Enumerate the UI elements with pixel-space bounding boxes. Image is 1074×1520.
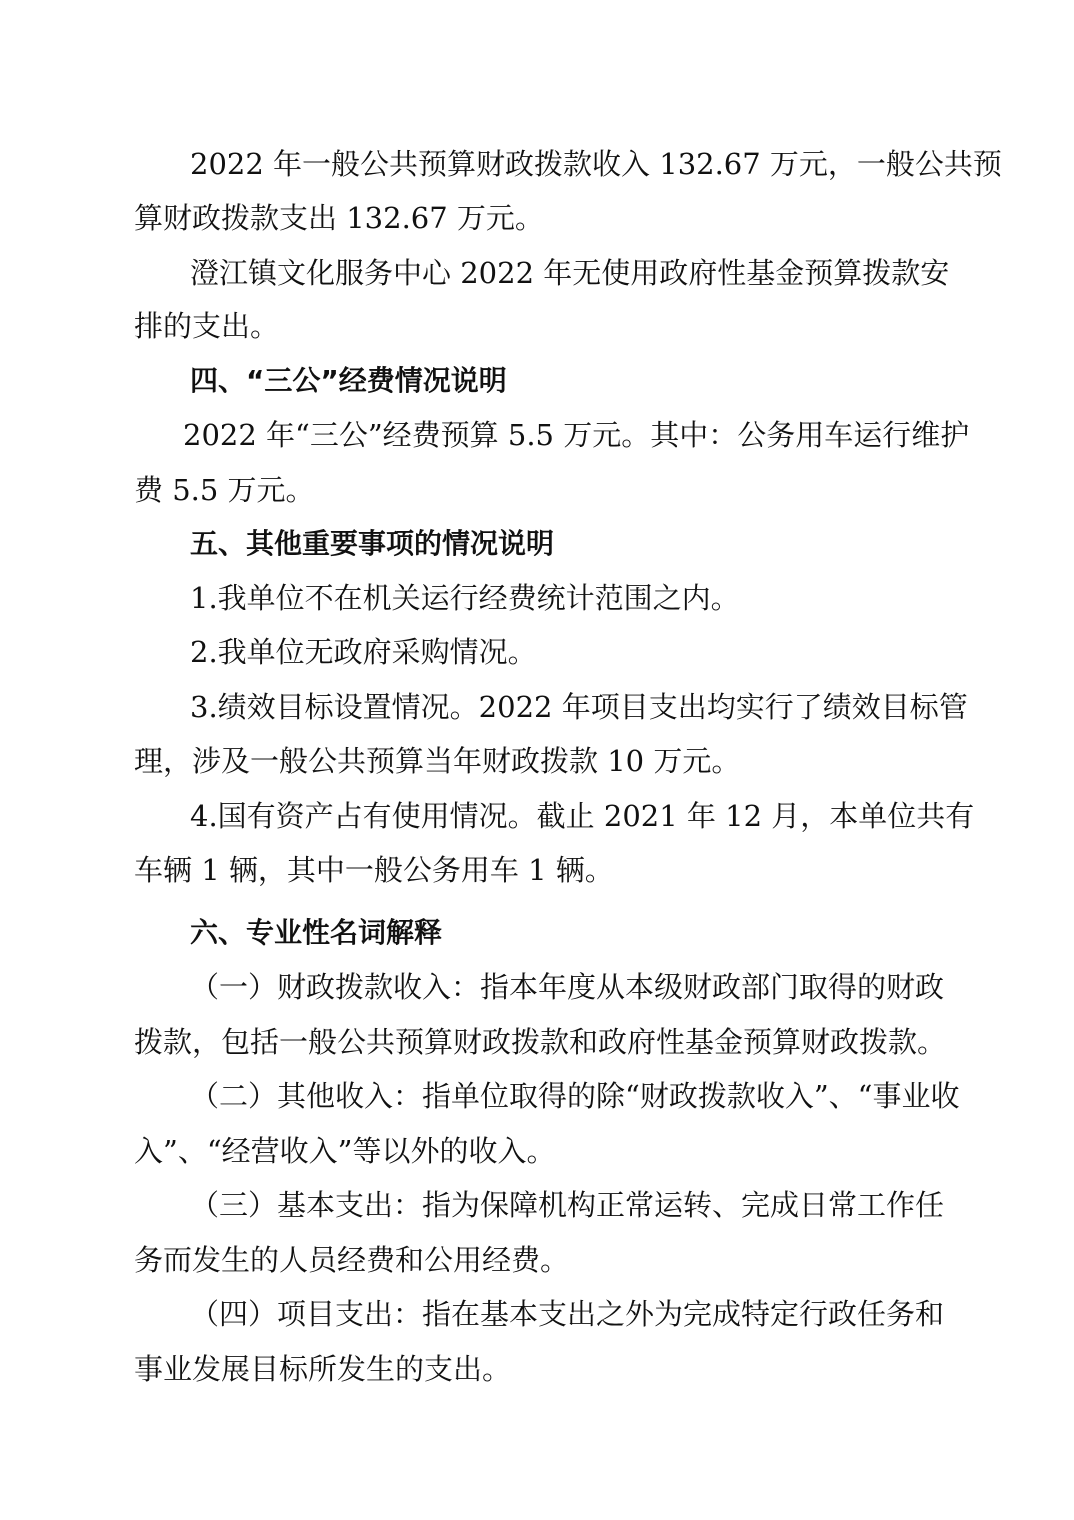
paragraph-line: 排的支出。 <box>134 309 280 343</box>
paragraph-line: 2022 年“三公”经费预算 5.5 万元。其中：公务用车运行维护 <box>183 418 970 452</box>
list-item: 2.我单位无政府采购情况。 <box>190 635 537 669</box>
list-item: 1.我单位不在机关运行经费统计范围之内。 <box>190 581 740 615</box>
definition-item: （四）项目支出：指在基本支出之外为完成特定行政任务和 <box>190 1297 945 1331</box>
definition-continuation: 事业发展目标所发生的支出。 <box>134 1352 512 1386</box>
section-heading-4: 四、“三公”经费情况说明 <box>190 364 507 397</box>
paragraph-line: 算财政拨款支出 132.67 万元。 <box>134 201 544 235</box>
paragraph-line: 费 5.5 万元。 <box>134 473 315 507</box>
section-heading-6: 六、专业性名词解释 <box>190 916 443 949</box>
list-item-continuation: 车辆 1 辆，其中一般公务用车 1 辆。 <box>134 853 614 887</box>
paragraph-line: 2022 年一般公共预算财政拨款收入 132.67 万元，一般公共预 <box>190 147 1002 181</box>
section-heading-5: 五、其他重要事项的情况说明 <box>190 527 555 560</box>
paragraph-line: 澄江镇文化服务中心 2022 年无使用政府性基金预算拨款安 <box>190 256 950 290</box>
list-item: 3.绩效目标设置情况。2022 年项目支出均实行了绩效目标管 <box>190 690 968 724</box>
list-item: 4.国有资产占有使用情况。截止 2021 年 12 月，本单位共有 <box>190 799 975 833</box>
definition-continuation: 入”、“经营收入”等以外的收入。 <box>134 1134 556 1168</box>
definition-continuation: 务而发生的人员经费和公用经费。 <box>134 1243 570 1277</box>
definition-continuation: 拨款，包括一般公共预算财政拨款和政府性基金预算财政拨款。 <box>134 1025 947 1059</box>
list-item-continuation: 理，涉及一般公共预算当年财政拨款 10 万元。 <box>134 744 741 778</box>
definition-item: （一）财政拨款收入：指本年度从本级财政部门取得的财政 <box>190 970 945 1004</box>
definition-item: （二）其他收入：指单位取得的除“财政拨款收入”、“事业收 <box>190 1079 960 1113</box>
definition-item: （三）基本支出：指为保障机构正常运转、完成日常工作任 <box>190 1188 945 1222</box>
